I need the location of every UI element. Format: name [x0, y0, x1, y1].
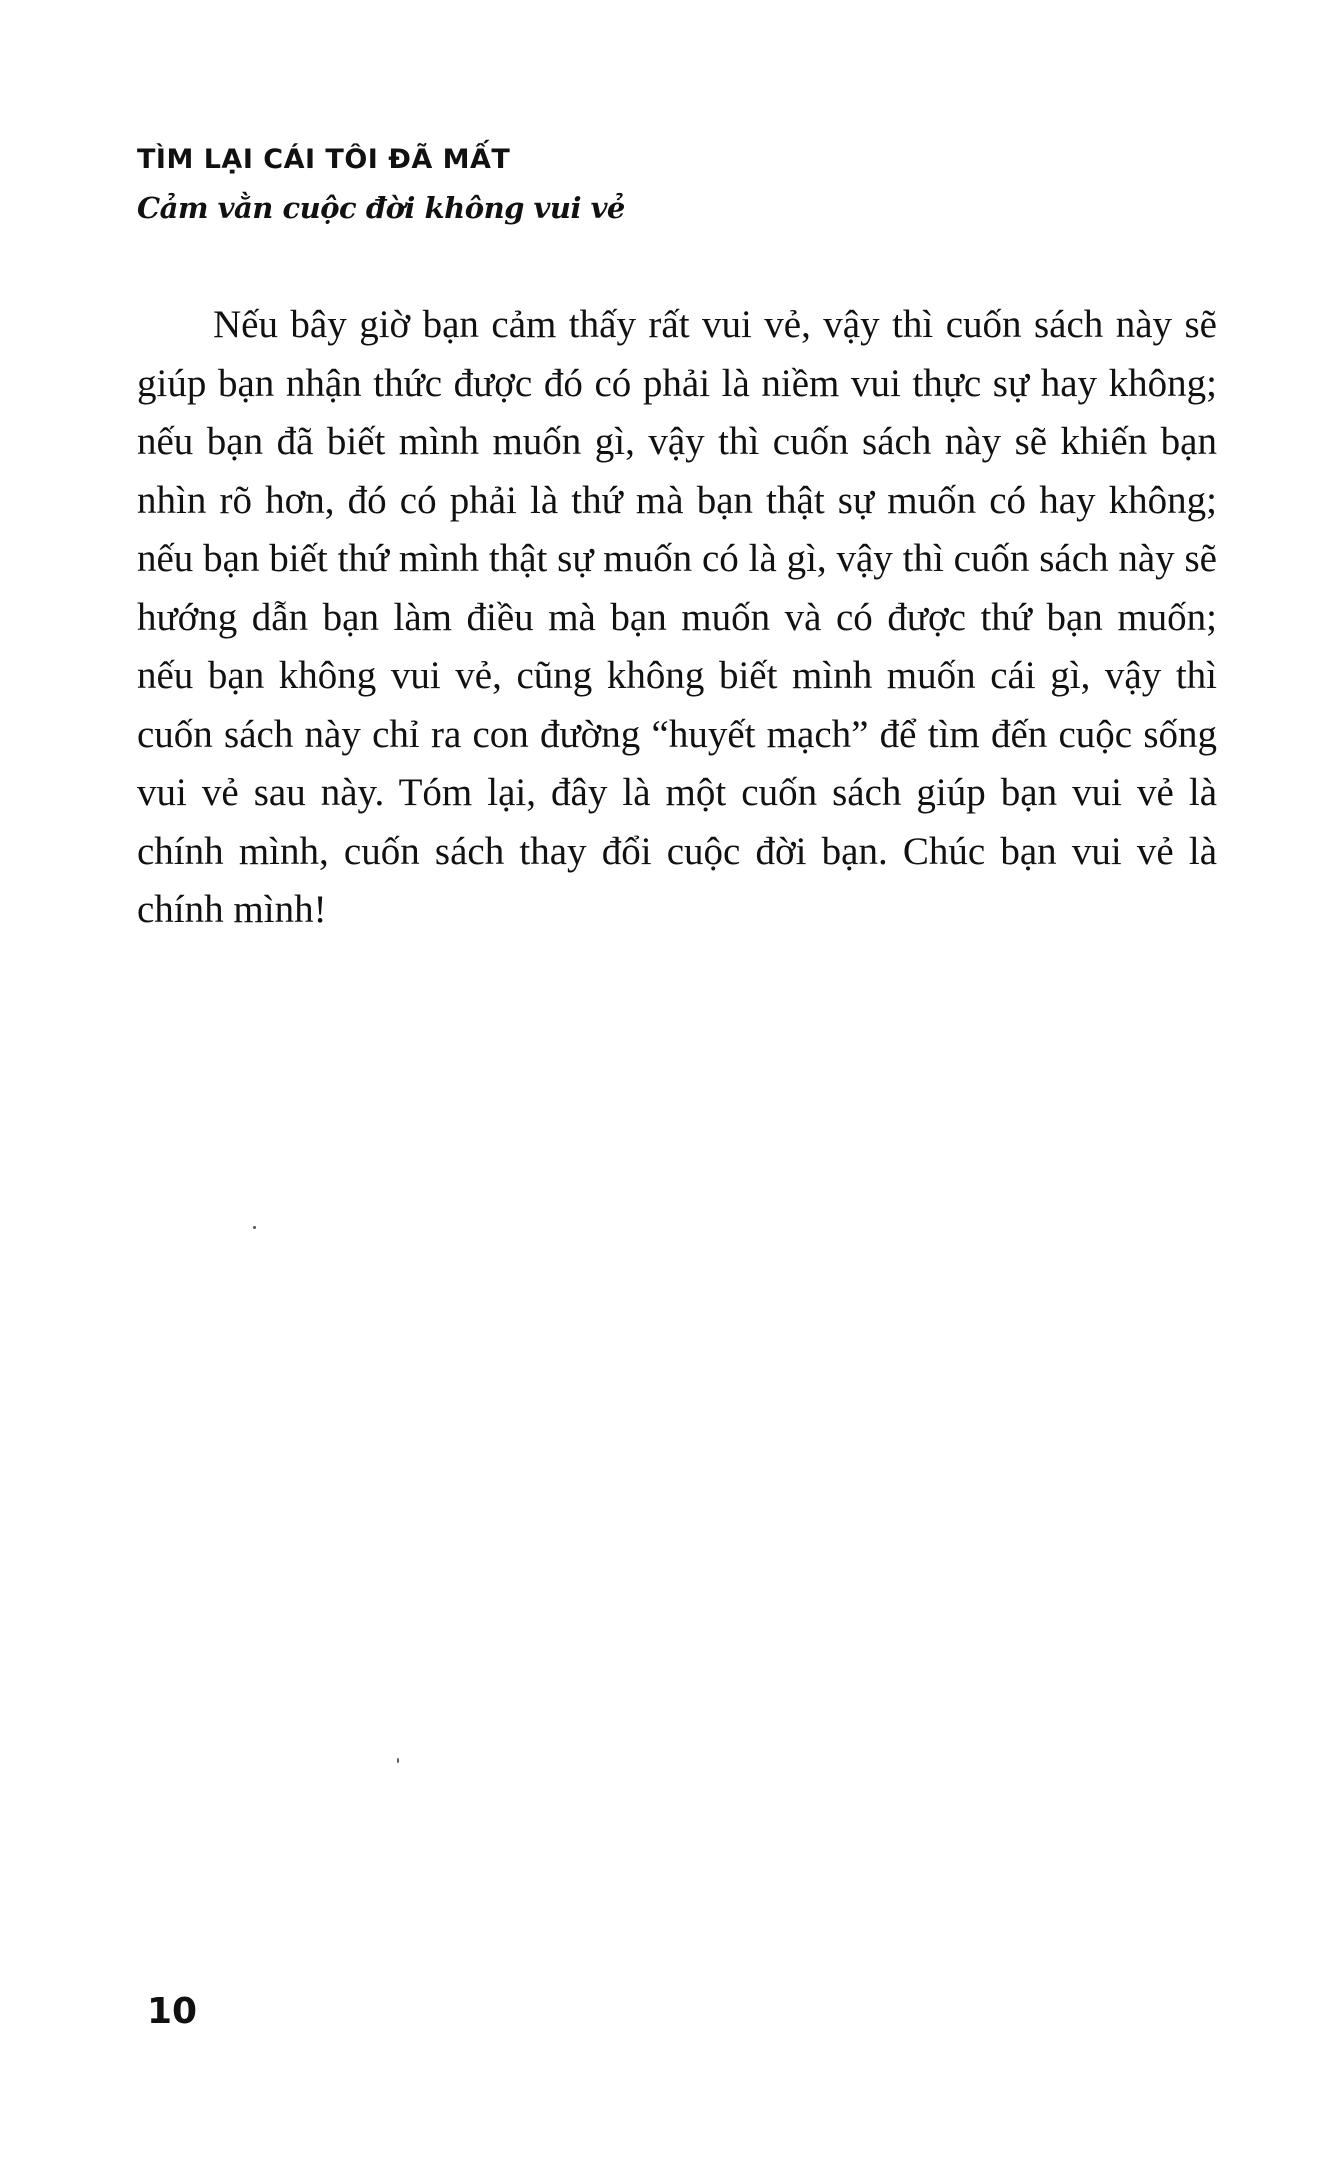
page-number: 10: [147, 1991, 198, 2032]
book-title: TÌM LẠI CÁI TÔI ĐÃ MẤT: [137, 144, 511, 175]
scan-speck: [397, 1758, 399, 1763]
book-subtitle: Cảm vằn cuộc đời không vui vẻ: [137, 191, 625, 225]
scan-speck: [253, 1226, 256, 1229]
running-head: [137, 142, 1037, 228]
body-paragraph: Nếu bây giờ bạn cảm thấy rất vui vẻ, vậy thì cuốn sách này sẽ giúp bạn nhận thức được đó có phải là niềm vui thực sự hay không; nếu bạn đã biết mình muốn gì, vậy thì cuốn sách này sẽ khiến bạn nhìn rõ hơn, đó có phải là thứ mà bạn thật sự muốn có hay không; nếu bạn biết thứ mình thật sự muốn có là gì, vậy thì cuốn sách này sẽ hướng dẫn bạn làm điều mà bạn muốn và có được thứ bạn muốn; nếu bạn không vui vẻ, cũng không biết mình muốn cái gì, vậy thì cuốn sách này chỉ ra con đường “huyết mạch” để tìm đến cuộc sống vui vẻ sau này. Tóm lại, đây là một cuốn sách giúp bạn vui vẻ là chính mình, cuốn sách thay đổi cuộc đời bạn. Chúc bạn vui vẻ là chính mình!: [137, 303, 1217, 931]
